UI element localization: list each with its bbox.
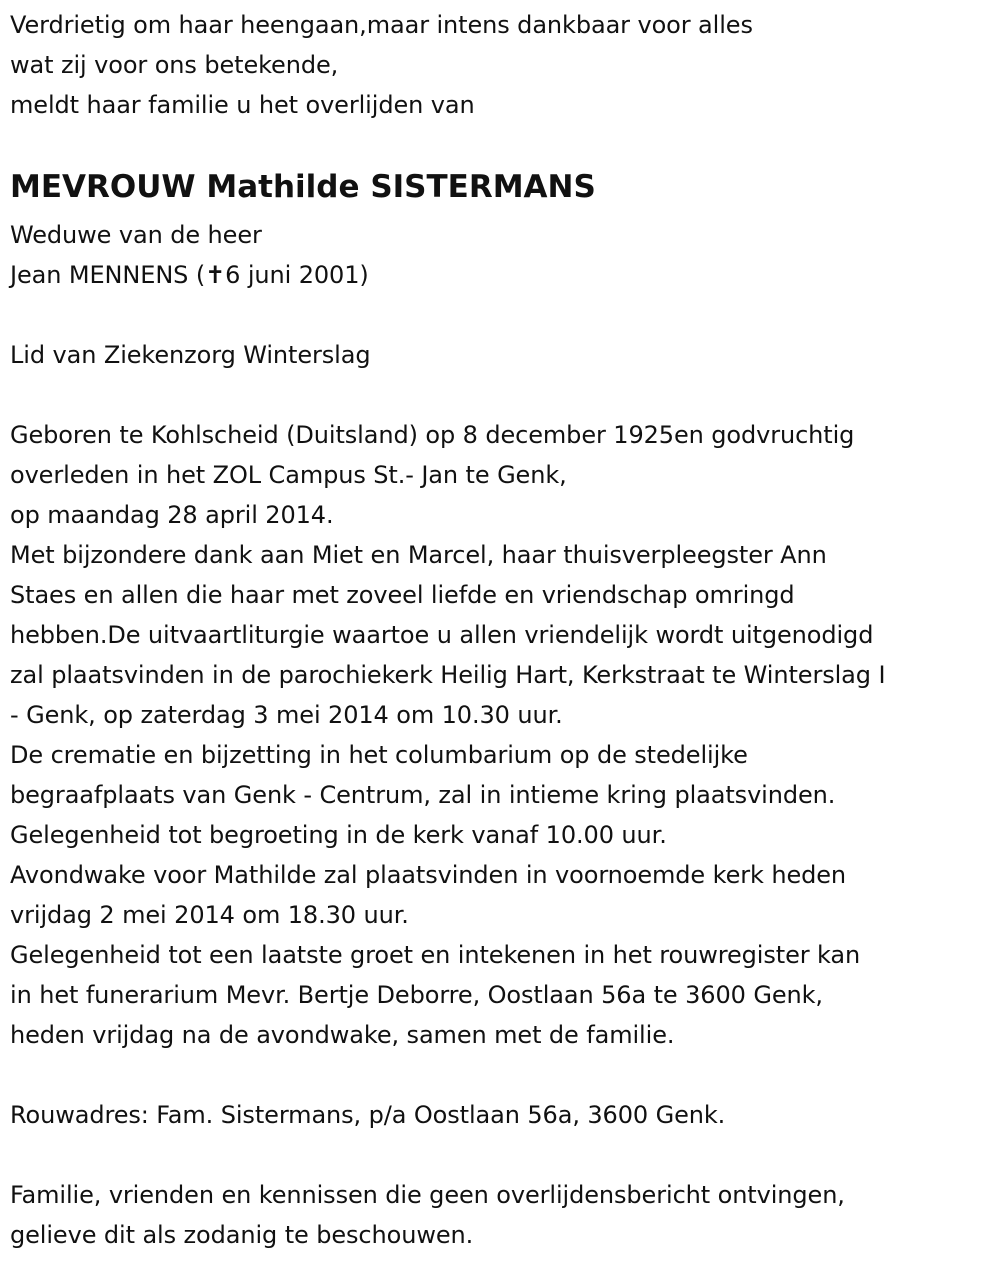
body-line: De crematie en bijzetting in het columbarium op de stedelijke xyxy=(10,741,748,769)
intro-line: wat zij voor ons betekende, xyxy=(10,51,339,79)
body-line: zal plaatsvinden in de parochiekerk Heilig Hart, Kerkstraat te Winterslag I xyxy=(10,661,886,689)
body-line: Gelegenheid tot begroeting in de kerk vanaf 10.00 uur. xyxy=(10,821,667,849)
body-line: Met bijzondere dank aan Miet en Marcel, haar thuisverpleegster Ann xyxy=(10,541,827,569)
widow-line: Weduwe van de heer xyxy=(10,221,262,249)
body-line: heden vrijdag na de avondwake, samen met de familie. xyxy=(10,1021,675,1049)
closing-line: gelieve dit als zodanig te beschouwen. xyxy=(10,1221,474,1249)
body-line: vrijdag 2 mei 2014 om 18.30 uur. xyxy=(10,901,409,929)
body-line: Staes en allen die haar met zoveel liefde en vriendschap omringd xyxy=(10,581,795,609)
body-line: Avondwake voor Mathilde zal plaatsvinden in voornoemde kerk heden xyxy=(10,861,847,889)
obituary-notice xyxy=(10,5,1000,1255)
body-line: - Genk, op zaterdag 3 mei 2014 om 10.30 uur. xyxy=(10,701,563,729)
body-line: overleden in het ZOL Campus St.- Jan te Genk, xyxy=(10,461,567,489)
body-line: in het funerarium Mevr. Bertje Deborre, Oostlaan 56a te 3600 Genk, xyxy=(10,981,823,1009)
body-line: begraafplaats van Genk - Centrum, zal in intieme kring plaatsvinden. xyxy=(10,781,836,809)
mourning-address: Rouwadres: Fam. Sistermans, p/a Oostlaan 56a, 3600 Genk. xyxy=(10,1101,726,1129)
body-line: Gelegenheid tot een laatste groet en intekenen in het rouwregister kan xyxy=(10,941,861,969)
body-line: hebben.De uitvaartliturgie waartoe u allen vriendelijk wordt uitgenodigd xyxy=(10,621,874,649)
intro-line: Verdrietig om haar heengaan,maar intens dankbaar voor alles xyxy=(10,11,753,39)
membership: Lid van Ziekenzorg Winterslag xyxy=(10,341,371,369)
deceased-name: MEVROUW Mathilde SISTERMANS xyxy=(10,169,596,205)
body-line: op maandag 28 april 2014. xyxy=(10,501,334,529)
body-text xyxy=(10,415,1000,1055)
widow-line: Jean MENNENS (✝6 juni 2001) xyxy=(10,261,369,289)
body-line: Geboren te Kohlscheid (Duitsland) op 8 december 1925en godvruchtig xyxy=(10,421,855,449)
intro xyxy=(10,5,1000,125)
intro-line: meldt haar familie u het overlijden van xyxy=(10,91,475,119)
closing-line: Familie, vrienden en kennissen die geen overlijdensbericht ontvingen, xyxy=(10,1181,845,1209)
